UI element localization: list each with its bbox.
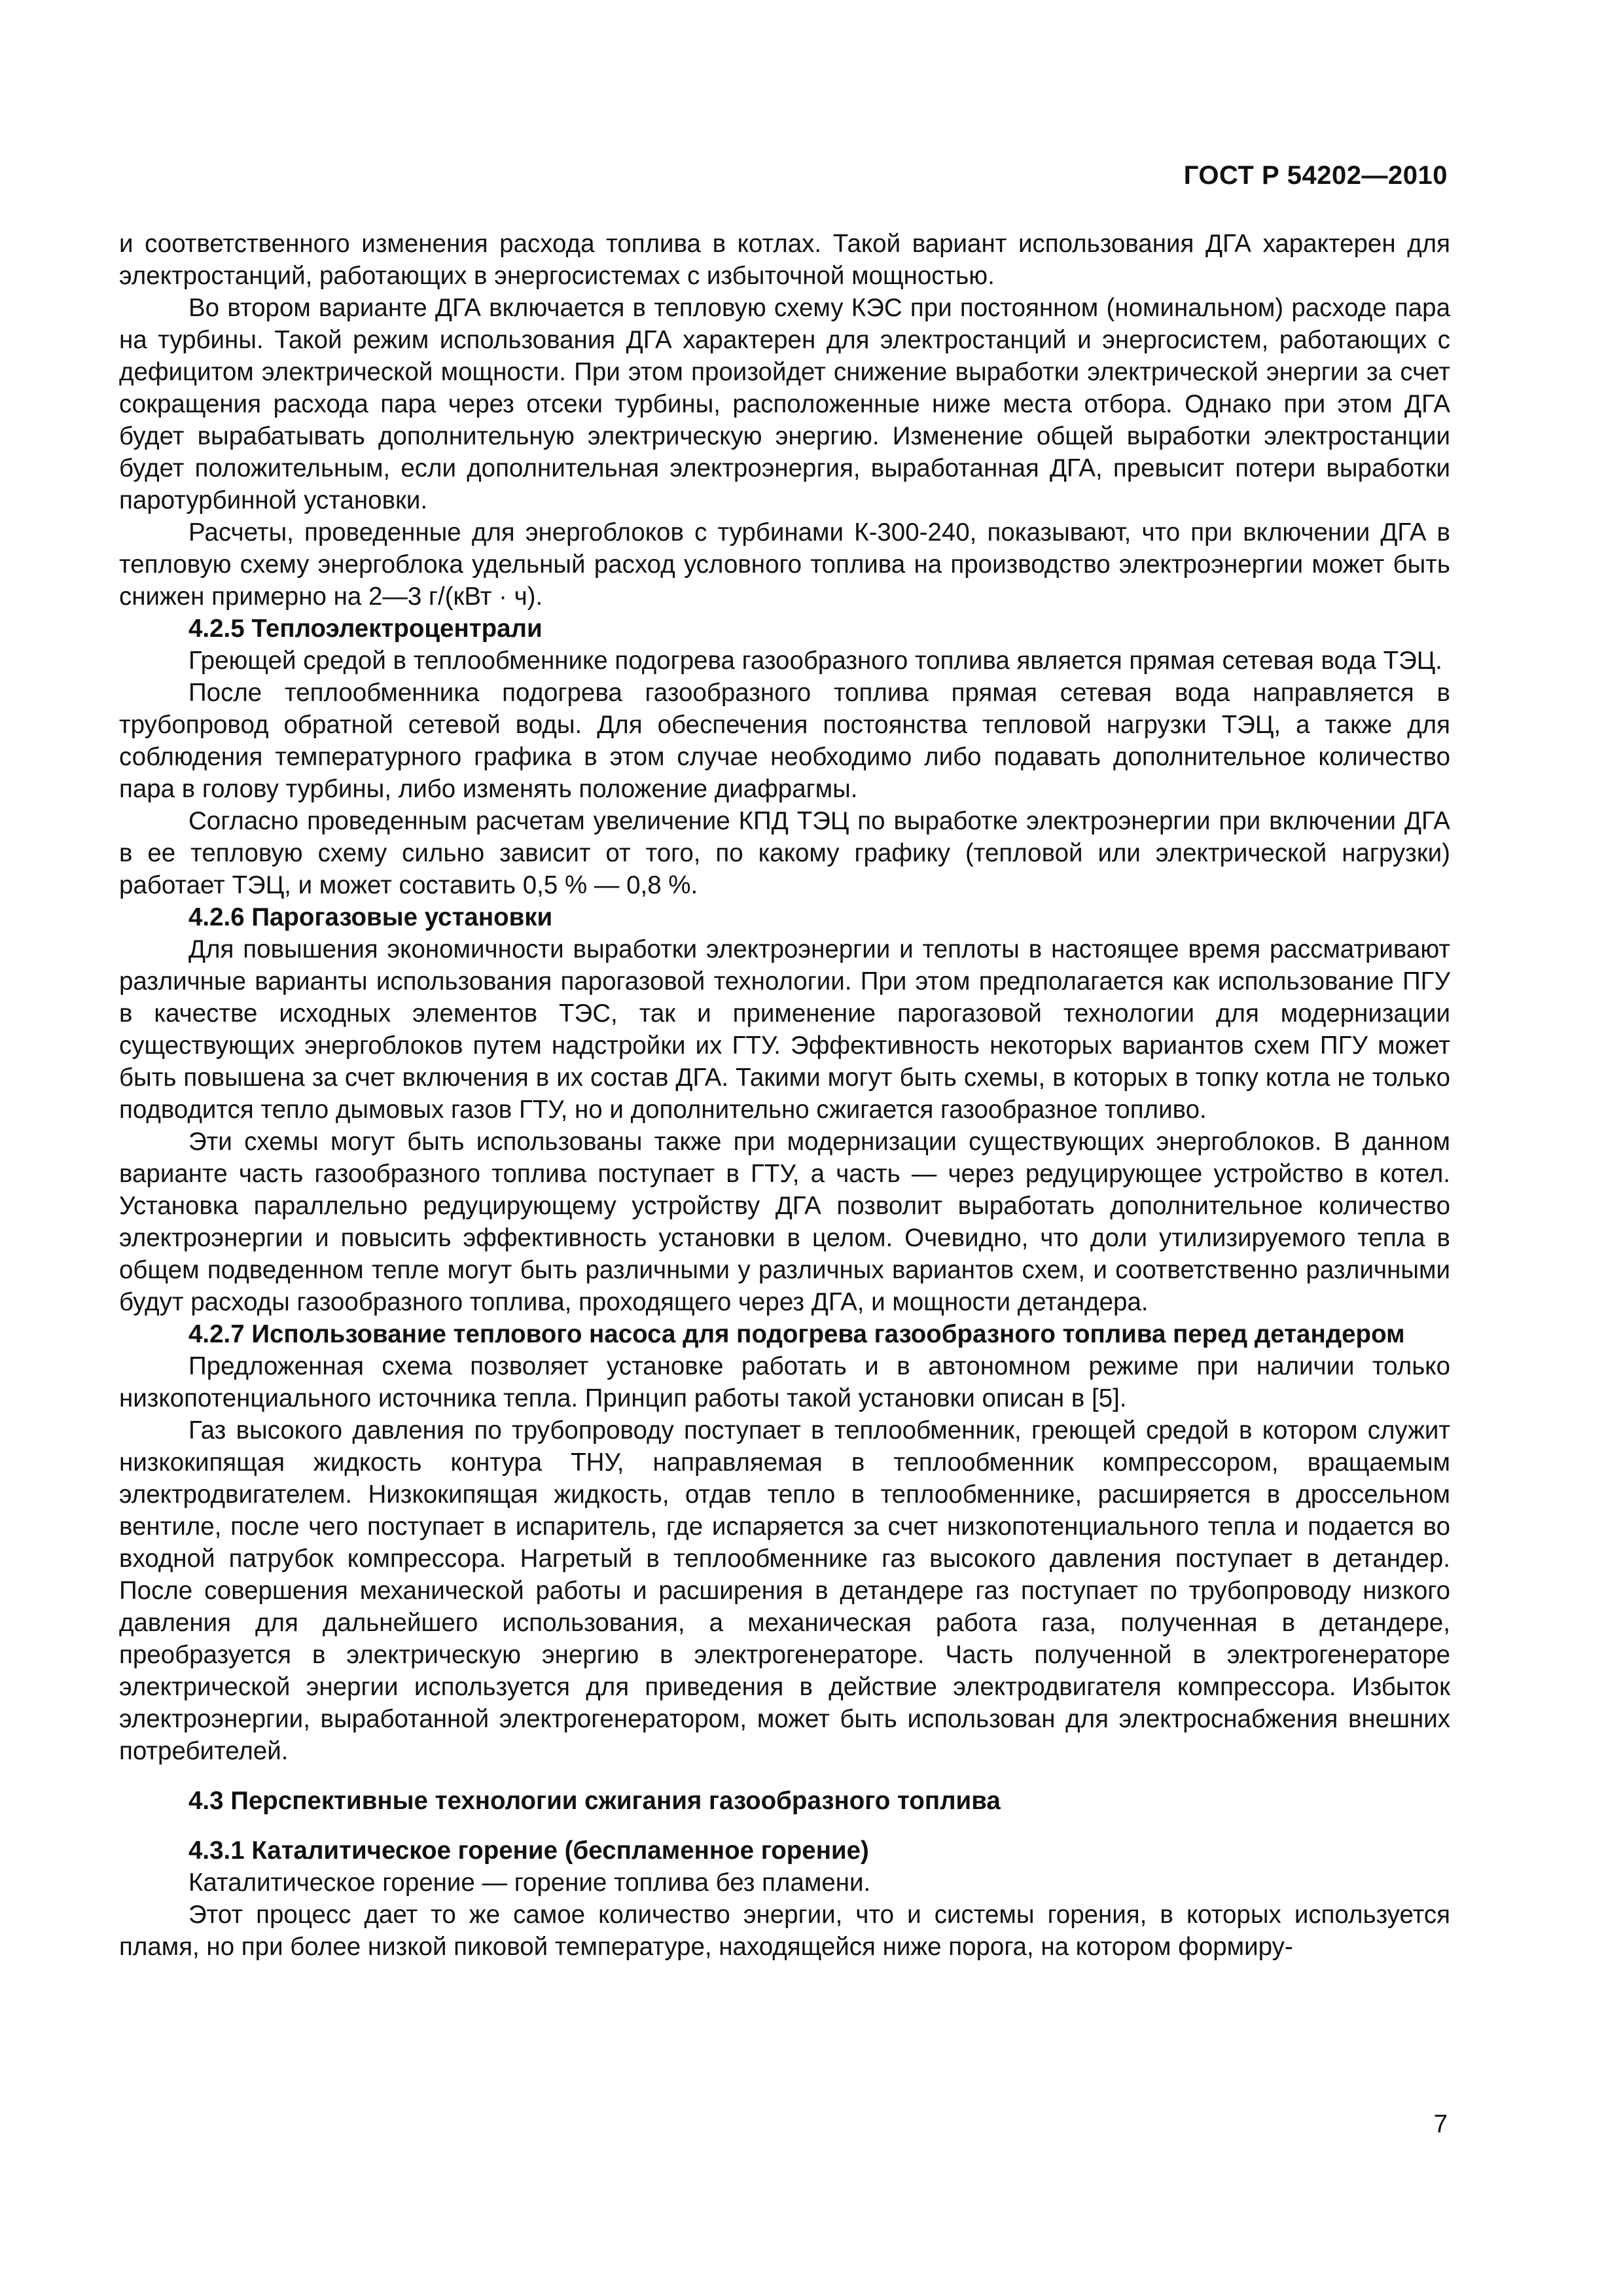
paragraph: После теплообменника подогрева газообразного топлива прямая сетевая вода направляется в трубопровод обратной сетевой воды. Для обеспечения постоянства тепловой нагрузки ТЭЦ, а также для соблюдения температурного графика в этом случае необходимо либо подавать дополнительное количество пара в голову турбины, либо изменять положение диафрагмы. xyxy=(119,679,1450,803)
section-heading-4-2-5: 4.2.5 Теплоэлектроцентрали xyxy=(188,615,543,643)
paragraph: Согласно проведенным расчетам увеличение КПД ТЭЦ по выработке электроэнергии при включении ДГА в ее тепловую схему сильно зависит от того, по какому графику (тепловой или электрической нагрузки) работает ТЭЦ, и может составить 0,5 % — 0,8 %. xyxy=(119,807,1450,899)
paragraph: Греющей средой в теплообменнике подогрева газообразного топлива является прямая сетевая вода ТЭЦ. xyxy=(188,647,1442,675)
section-heading-4-3: 4.3 Перспективные технологии сжигания газообразного топлива xyxy=(188,1787,1001,1815)
paragraph: Эти схемы могут быть использованы также при модернизации существующих энергоблоков. В данном варианте часть газообразного топлива поступает в ГТУ, а часть — через редуцирующее устройство в котел. Установка параллельно редуцирующему устройству ДГА позволит выработать дополнительное количество электроэнергии и повысить эффективность установки в целом. Очевидно, что доли утилизируемого тепла в общем подведенном тепле могут быть различными у различных вариантов схем, и соответственно различными будут расходы газообразного топлива, проходящего через ДГА, и мощности детандера. xyxy=(119,1128,1450,1316)
paragraph: Во втором варианте ДГА включается в тепловую схему КЭС при постоянном (номинальном) расходе пара на турбины. Такой режим использования ДГА характерен для электростанций и энергосистем, работающих с дефицитом электрической мощности. При этом произойдет снижение выработки электрической энергии за счет сокращения расхода пара через отсеки турбины, расположенные ниже места отбора. Однако при этом ДГА будет вырабатывать дополнительную электрическую энергию. Изменение общей выработки электростанции будет положительным, если дополнительная электроэнергия, выработанная ДГА, превысит потери выработки паротурбинной установки. xyxy=(119,294,1450,514)
section-heading-4-2-6: 4.2.6 Парогазовые установки xyxy=(188,903,553,931)
section-heading-4-3-1: 4.3.1 Каталитическое горение (беспламенное горение) xyxy=(188,1837,869,1865)
document-code-header: ГОСТ Р 54202—2010 xyxy=(1183,161,1448,190)
page-number: 7 xyxy=(1433,2110,1448,2138)
paragraph: Каталитическое горение — горение топлива без пламени. xyxy=(188,1869,871,1897)
paragraph: Газ высокого давления по трубопроводу поступает в теплообменник, греющей средой в котором служит низкокипящая жидкость контура ТНУ, направляемая в теплообменник компрессором, вращаемым электродвигателем. Низкокипящая жидкость, отдав тепло в теплообменнике, расширяется в дроссельном вентиле, после чего поступает в испаритель, где испаряется за счет низкопотенциального тепла и подается во входной патрубок компрессора. Нагретый в теплообменнике газ высокого давления поступает в детандер. После совершения механической работы и расширения в детандере газ поступает по трубопроводу низкого давления для дальнейшего использования, а механическая работа газа, полученная в детандере, преобразуется в электрическую энергию в электрогенераторе. Часть полученной в электрогенераторе электрической энергии используется для приведения в действие электродвигателя компрессора. Избыток электроэнергии, выработанной электрогенератором, может быть использован для электроснабжения внешних потребителей. xyxy=(119,1416,1450,1765)
paragraph: Для повышения экономичности выработки электроэнергии и теплоты в настоящее время рассматривают различные варианты использования парогазовой технологии. При этом предполагается как использование ПГУ в качестве исходных элементов ТЭС, так и применение парогазовой технологии для модернизации существующих энергоблоков путем надстройки их ГТУ. Эффективность некоторых вариантов схем ПГУ может быть повышена за счет включения в их состав ДГА. Такими могут быть схемы, в которых в топку котла не только подводится тепло дымовых газов ГТУ, но и дополнительно сжигается газообразное топливо. xyxy=(119,935,1450,1124)
paragraph: Расчеты, проведенные для энергоблоков с турбинами К-300-240, показывают, что при включении ДГА в тепловую схему энергоблока удельный расход условного топлива на производство электроэнергии может быть снижен примерно на 2—3 г/(кВт · ч). xyxy=(119,518,1450,611)
paragraph: Предложенная схема позволяет установке работать и в автономном режиме при наличии только низкопотенциального источника тепла. Принцип работы такой установки описан в [5]. xyxy=(119,1352,1450,1412)
document-body xyxy=(119,228,1450,1963)
paragraph: и соответственного изменения расхода топлива в котлах. Такой вариант использования ДГА характерен для электростанций, работающих в энергосистемах с избыточной мощностью. xyxy=(119,230,1450,290)
section-heading-4-2-7: 4.2.7 Использование теплового насоса для подогрева газообразного топлива перед детандером xyxy=(188,1320,1405,1348)
paragraph: Этот процесс дает то же самое количество энергии, что и системы горения, в которых используется пламя, но при более низкой пиковой температуре, находящейся ниже порога, на котором формиру- xyxy=(119,1901,1450,1961)
